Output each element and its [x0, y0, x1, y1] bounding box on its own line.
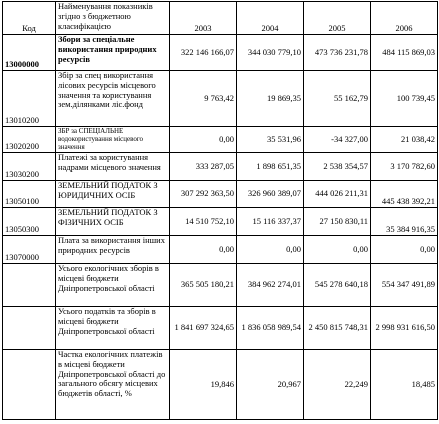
row-value: 384 962 274,01	[237, 264, 304, 307]
row-name: Плата за використання інших природних ресурсів	[56, 236, 170, 264]
row-value: 2 998 931 616,50	[371, 307, 438, 350]
row-value: 344 030 779,10	[237, 35, 304, 71]
row-name: Частка екологічних платежів в місцеві бюджети Дніпропетровської області до загального обсягу місцевих бюджетів області, %	[56, 350, 170, 420]
row-value: 19,846	[170, 350, 237, 420]
table-row	[3, 264, 438, 307]
row-name: Збори за спеціальне використання природних ресурсів	[56, 35, 170, 71]
row-code: 13070000	[3, 236, 56, 264]
row-value: 0,00	[170, 127, 237, 153]
header-row	[3, 2, 438, 35]
row-value: 444 026 211,31	[304, 181, 371, 208]
row-name: ЗЕМЕЛЬНИЙ ПОДАТОК З ЮРИДИЧНИХ ОСІБ	[56, 181, 170, 208]
row-name: Платежі за користування надрами місцевого значення	[56, 153, 170, 181]
row-value: -34 327,00	[304, 127, 371, 153]
row-code	[3, 307, 56, 350]
row-value: 484 115 869,03	[371, 35, 438, 71]
row-value: 2 538 354,57	[304, 153, 371, 181]
row-value: 333 287,05	[170, 153, 237, 181]
row-value: 322 146 166,07	[170, 35, 237, 71]
row-value: 545 278 640,18	[304, 264, 371, 307]
row-code: 13050100	[3, 181, 56, 208]
row-value: 18,485	[371, 350, 438, 420]
row-value: 445 438 392,21	[371, 181, 438, 208]
row-value: 0,00	[237, 236, 304, 264]
header-year-2003: 2003	[170, 2, 237, 35]
header-name: Найменування показників згідно з бюджетною класифікацією	[56, 2, 170, 35]
row-code: 13050300	[3, 208, 56, 236]
row-value: 27 150 830,11	[304, 208, 371, 236]
table-row	[3, 307, 438, 350]
row-code	[3, 264, 56, 307]
table-row	[3, 71, 438, 127]
row-value: 35 531,96	[237, 127, 304, 153]
row-code: 13000000	[3, 35, 56, 71]
row-name: ЗЕМЕЛЬНИЙ ПОДАТОК З ФІЗИЧНИХ ОСІБ	[56, 208, 170, 236]
table-row	[3, 153, 438, 181]
row-value: 326 960 389,07	[237, 181, 304, 208]
table-row	[3, 350, 438, 420]
row-value: 0,00	[304, 236, 371, 264]
row-value: 14 510 752,10	[170, 208, 237, 236]
budget-table	[2, 1, 438, 420]
row-value: 307 292 363,50	[170, 181, 237, 208]
table-row	[3, 35, 438, 71]
row-value: 2 450 815 748,31	[304, 307, 371, 350]
row-value: 15 116 337,37	[237, 208, 304, 236]
row-value: 0,00	[170, 236, 237, 264]
row-value: 365 505 180,21	[170, 264, 237, 307]
table-row	[3, 236, 438, 264]
row-value: 22,249	[304, 350, 371, 420]
row-value: 3 170 782,60	[371, 153, 438, 181]
row-value: 554 347 491,89	[371, 264, 438, 307]
header-year-2006: 2006	[371, 2, 438, 35]
row-value: 9 763,42	[170, 71, 237, 127]
row-code: 13030200	[3, 153, 56, 181]
row-value: 35 384 916,35	[371, 208, 438, 236]
row-code: 13020200	[3, 127, 56, 153]
row-name: Збір за спец використання лісових ресурсів місцевого значення та користування зем.ділянками ліс.фонд	[56, 71, 170, 127]
row-value: 100 739,45	[371, 71, 438, 127]
row-value: 55 162,79	[304, 71, 371, 127]
row-value: 473 736 231,78	[304, 35, 371, 71]
table-row	[3, 127, 438, 153]
table-row	[3, 208, 438, 236]
row-value: 19 869,35	[237, 71, 304, 127]
header-year-2005: 2005	[304, 2, 371, 35]
header-year-2004: 2004	[237, 2, 304, 35]
row-value: 0,00	[371, 236, 438, 264]
row-code	[3, 350, 56, 420]
row-name: Усього екологічних зборів в місцеві бюджети Дніпропетровської області	[56, 264, 170, 307]
table-row	[3, 181, 438, 208]
row-value: 1 898 651,35	[237, 153, 304, 181]
row-name: Усього податків та зборів в місцеві бюджети Дніпропетровської області	[56, 307, 170, 350]
row-value: 21 038,42	[371, 127, 438, 153]
header-code: Код	[3, 2, 56, 35]
row-code: 13010200	[3, 71, 56, 127]
row-name: ЗБР за СПЕЦІАЛЬНЕ водокористування місцевого значення	[56, 127, 170, 153]
row-value: 20,967	[237, 350, 304, 420]
row-value: 1 836 058 989,54	[237, 307, 304, 350]
row-value: 1 841 697 324,65	[170, 307, 237, 350]
